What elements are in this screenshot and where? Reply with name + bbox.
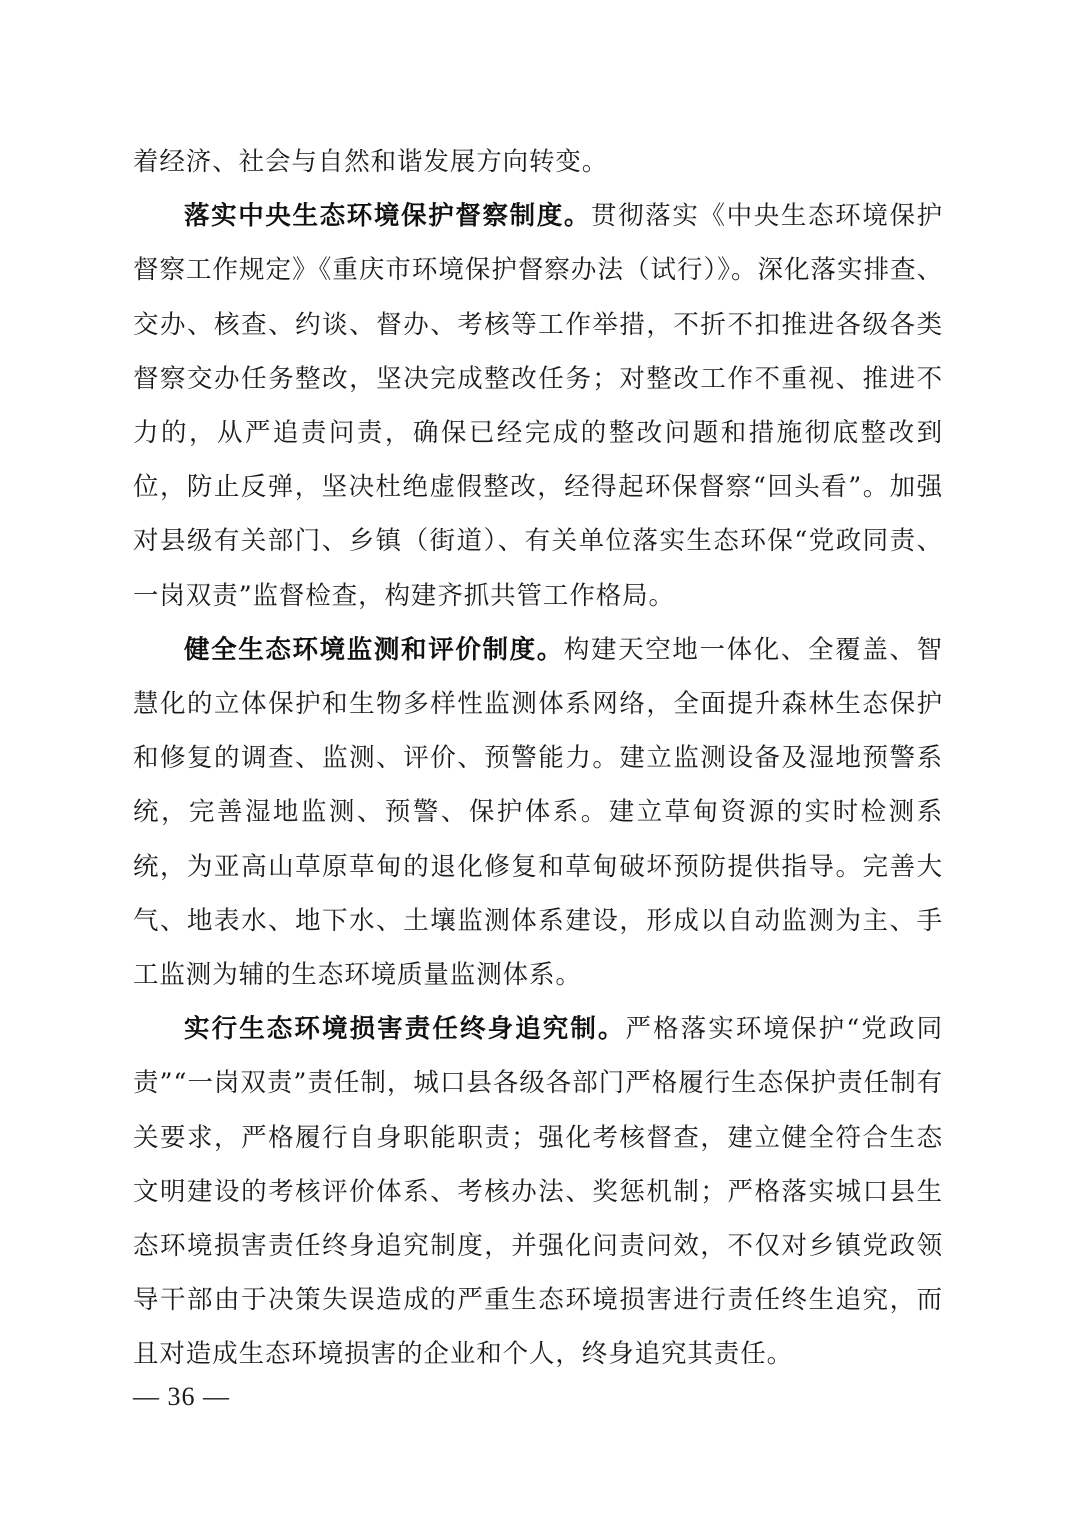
paragraph-heading: 实行生态环境损害责任终身追究制。 [184, 1014, 626, 1045]
document-body [133, 135, 943, 1382]
paragraph-text: 构建天空地一体化、全覆盖、智慧化的立体保护和生物多样性监测体系网络，全面提升森林生态保护和修复的调查、监测、评价、预警能力。建立监测设备及湿地预警系统，完善湿地监测、预警、保护体系。建立草甸资源的实时检测系统，为亚高山草原草甸的退化修复和草甸破坏预防提供指导。完善大气、地表水、地下水、土壤监测体系建设，形成以自动监测为主、手工监测为辅的生态环境质量监测体系。 [133, 634, 943, 991]
paragraph-continuation [133, 135, 943, 189]
paragraph-text: 严格落实环境保护“党政同责”“一岗双责”责任制，城口县各级各部门严格履行生态保护责任制有关要求，严格履行自身职能职责；强化考核督查，建立健全符合生态文明建设的考核评价体系、考核办法、奖惩机制；严格落实城口县生态环境损害责任终身追究制度，并强化问责问效，不仅对乡镇党政领导干部由于决策失误造成的严重生态环境损害进行责任终生追究，而且对造成生态环境损害的企业和个人，终身追究其责任。 [133, 1014, 943, 1370]
paragraph-heading: 健全生态环境监测和评价制度。 [184, 634, 564, 665]
paragraph-text: 贯彻落实《中央生态环境保护督察工作规定》《重庆市环境保护督察办法（试行）》。深化落实排查、交办、核查、约谈、督办、考核等工作举措，不折不扣推进各级各类督察交办任务整改，坚决完成整改任务；对整改工作不重视、推进不力的，从严追责问责，确保已经完成的整改问题和措施彻底整改到位，防止反弹，坚决杜绝虚假整改，经得起环保督察“回头看”。加强对县级有关部门、乡镇（街道）、有关单位落实生态环保“党政同责、一岗双责”监督检查，构建齐抓共管工作格局。 [133, 201, 943, 611]
paragraph-text: 着经济、社会与自然和谐发展方向转变。 [133, 147, 609, 177]
paragraph-heading: 落实中央生态环境保护督察制度。 [184, 201, 591, 232]
page-number: — 36 — [133, 1382, 230, 1411]
paragraph-monitoring-system [133, 623, 943, 1002]
paragraph-accountability-system [133, 1002, 943, 1381]
paragraph-supervision-system [133, 189, 943, 623]
